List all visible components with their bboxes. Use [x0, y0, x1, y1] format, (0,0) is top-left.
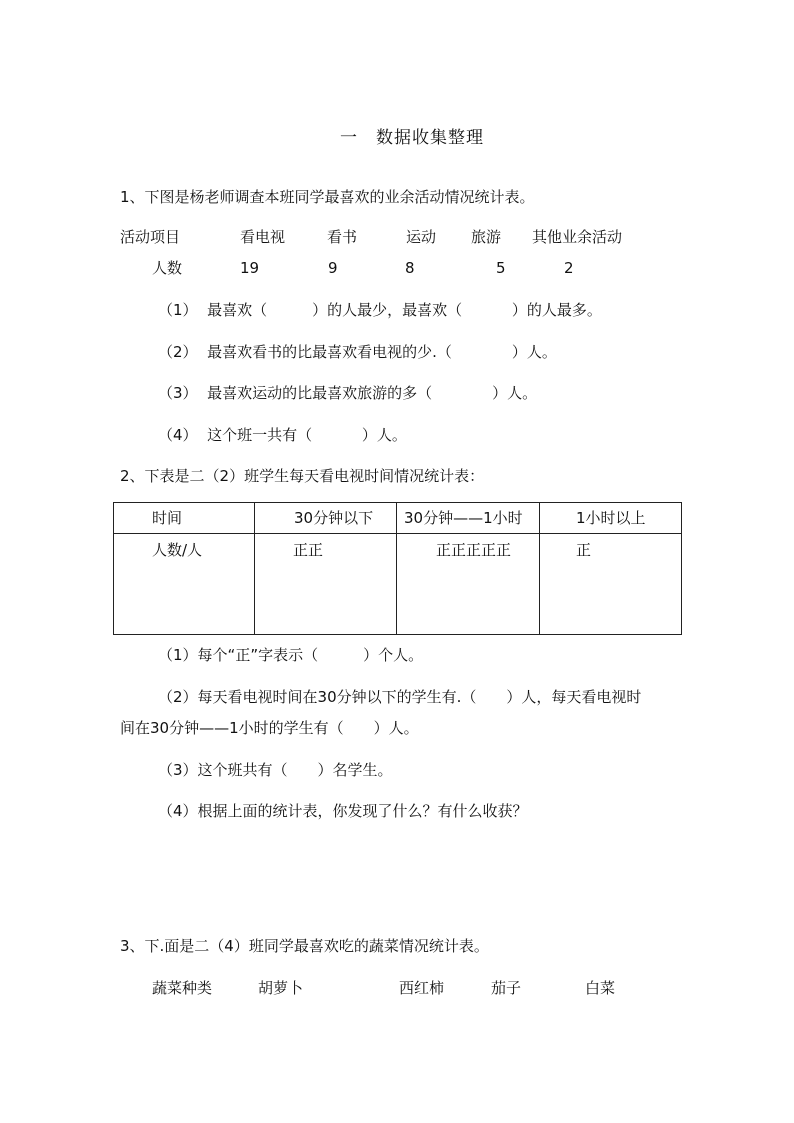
q2-table	[113, 502, 682, 635]
q2-item-2: （2）每天看电视时间在30分钟以下的学生有.（ ）人，每天看电视时	[158, 688, 642, 706]
q1-heading: 1、下图是杨老师调查本班同学最喜欢的业余活动情况统计表。	[120, 188, 535, 206]
tally-30-to-60: 正正正正正	[436, 541, 512, 559]
q2-item-2-cont: 间在30分钟——1小时的学生有（ ）人。	[120, 719, 419, 737]
q3-row1-col1: 胡萝卜	[258, 979, 304, 997]
table-header-cell	[540, 503, 682, 534]
table-row	[114, 534, 682, 635]
table-cell	[397, 534, 540, 635]
tally-under-30: 正正	[293, 541, 324, 559]
table-header-cell	[255, 503, 397, 534]
tally-over-60: 正	[576, 541, 592, 559]
q1-row2-col2: 9	[328, 259, 338, 277]
table-cell	[114, 534, 255, 635]
q1-row2-col4: 5	[496, 259, 506, 277]
header-over-60: 1小时以上	[576, 509, 646, 527]
q1-row2-col5: 2	[564, 259, 574, 277]
q1-row1-label: 活动项目	[120, 228, 181, 246]
q1-row2-col3: 8	[405, 259, 415, 277]
header-under-30: 30分钟以下	[294, 509, 374, 527]
q1-row1-col3: 运动	[406, 228, 437, 246]
table-cell	[255, 534, 397, 635]
header-time: 时间	[152, 509, 183, 527]
q1-row2-label: 人数	[152, 259, 183, 277]
q2-item-4: （4）根据上面的统计表，你发现了什么？有什么收获？	[158, 802, 528, 820]
q2-heading: 2、下表是二（2）班学生每天看电视时间情况统计表：	[120, 467, 485, 485]
q1-row1-col1: 看电视	[240, 228, 286, 246]
table-cell	[540, 534, 682, 635]
q3-heading: 3、下.面是二（4）班同学最喜欢吃的蔬菜情况统计表。	[120, 937, 489, 955]
q1-item-2: （2） 最喜欢看书的比最喜欢看电视的少.（ ）人。	[158, 343, 557, 361]
q3-row1-col3: 茄子	[491, 979, 522, 997]
header-30-to-60: 30分钟——1小时	[404, 509, 523, 527]
q1-item-3: （3） 最喜欢运动的比最喜欢旅游的多（ ）人。	[158, 384, 538, 402]
table-header-cell	[397, 503, 540, 534]
q3-row1-col2: 西红柿	[399, 979, 445, 997]
q3-row1-label: 蔬菜种类	[152, 979, 213, 997]
q3-row1-col4: 白菜	[585, 979, 616, 997]
q1-row1-col2: 看书	[327, 228, 358, 246]
table-header-row	[114, 503, 682, 534]
page-title: 一 数据收集整理	[340, 128, 484, 148]
q1-row1-col4: 旅游	[471, 228, 502, 246]
row-label: 人数/人	[152, 541, 203, 559]
q1-item-1: （1） 最喜欢（ ）的人最少，最喜欢（ ）的人最多。	[158, 301, 602, 319]
q1-row1-col5: 其他业余活动	[532, 228, 623, 246]
q1-row2-col1: 19	[240, 259, 260, 277]
q1-item-4: （4） 这个班一共有（ ）人。	[158, 426, 407, 444]
q2-item-3: （3）这个班共有（ ）名学生。	[158, 761, 393, 779]
table-header-cell	[114, 503, 255, 534]
q2-item-1: （1）每个“正”字表示（ ）个人。	[158, 646, 424, 664]
